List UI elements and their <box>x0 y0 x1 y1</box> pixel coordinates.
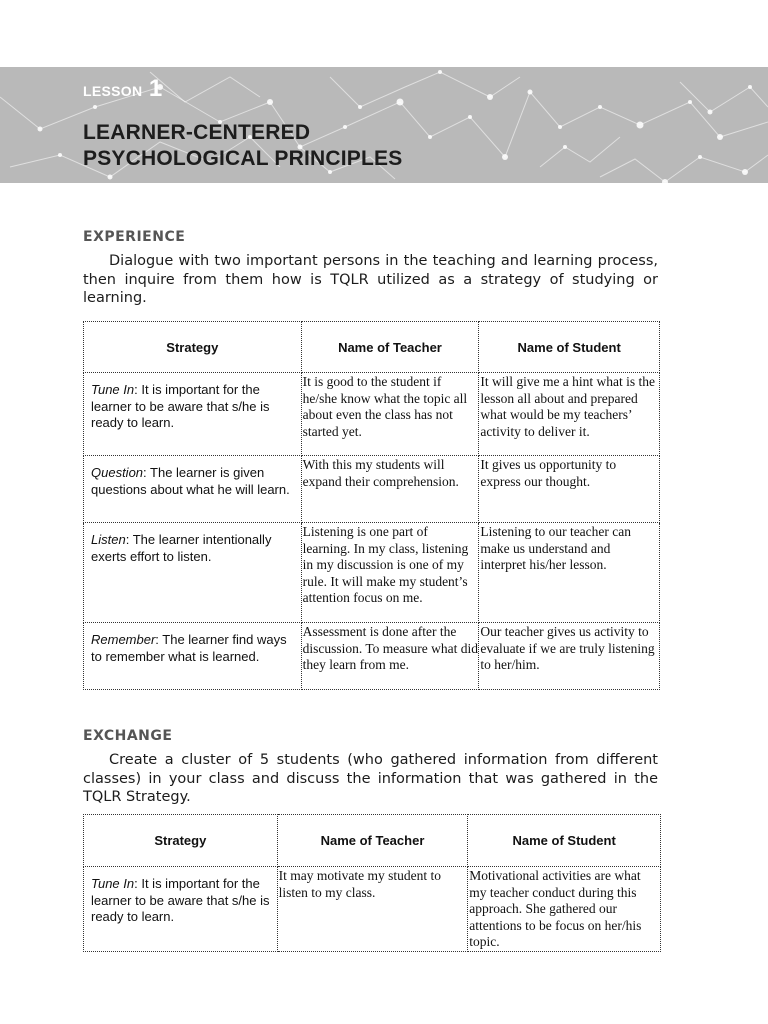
table-row <box>84 867 661 952</box>
strategy-cell <box>84 523 302 623</box>
teacher-answer: With this my students will expand their comprehension. <box>301 456 479 523</box>
lesson-title-line-1: LEARNER-CENTERED <box>83 121 311 144</box>
lesson-word: LESSON <box>83 83 143 99</box>
teacher-answer: It is good to the student if he/she know what the topic all about even the class has not started yet. <box>301 373 479 456</box>
strategy-cell <box>84 623 302 690</box>
strategy-desc: : The learner is given questions about what he will learn. <box>91 465 290 497</box>
header-teacher: Name of Teacher <box>301 322 479 373</box>
strategy-cell <box>84 456 302 523</box>
strategy-desc: : It is important for the learner to be aware that s/he is ready to learn. <box>91 876 270 924</box>
table-row <box>84 456 660 523</box>
exchange-table <box>83 814 661 952</box>
lesson-banner <box>0 67 768 183</box>
header-strategy: Strategy <box>84 815 278 867</box>
experience-paragraph: Dialogue with two important persons in the teaching and learning process, then inquire from them how is TQLR utilized as a strategy of studying or learning. <box>83 253 658 306</box>
strategy-term: Tune In <box>91 876 135 891</box>
teacher-answer: It may motivate my student to listen to my class. <box>277 867 468 952</box>
lesson-number: 1 <box>148 75 163 102</box>
exchange-paragraph: Create a cluster of 5 students (who gathered information from different classes) in your class and discuss the information that was gathered in the TQLR Strategy. <box>83 752 658 805</box>
exchange-heading <box>83 725 658 743</box>
student-answer: Listening to our teacher can make us understand and interpret his/her lesson. <box>479 523 660 623</box>
teacher-answer: Assessment is done after the discussion. To measure what did they learn from me. <box>301 623 479 690</box>
strategy-term: Question <box>91 465 144 480</box>
table-row <box>84 373 660 456</box>
table-header-row <box>84 322 660 373</box>
strategy-term: Tune In <box>91 382 135 397</box>
student-answer: It will give me a hint what is the lesson all about and prepared what would be my teachers’ activity to deliver it. <box>479 373 660 456</box>
table-row <box>84 523 660 623</box>
lesson-title-line-2: PSYCHOLOGICAL PRINCIPLES <box>83 147 403 170</box>
header-strategy: Strategy <box>84 322 302 373</box>
strategy-term: Listen <box>91 532 126 547</box>
exchange-heading-text: EXCHANGE <box>83 728 173 744</box>
strategy-cell <box>84 373 302 456</box>
student-answer: Our teacher gives us activity to evaluate if we are truly listening to her/him. <box>479 623 660 690</box>
header-teacher: Name of Teacher <box>277 815 468 867</box>
strategy-desc: : The learner intentionally exerts effort to listen. <box>91 532 272 564</box>
header-student: Name of Student <box>468 815 661 867</box>
strategy-term: Remember <box>91 632 156 647</box>
teacher-answer: Listening is one part of learning. In my class, listening in my discussion is one of my rule. It will make my student’s attention focus on me. <box>301 523 479 623</box>
experience-table <box>83 321 660 690</box>
strategy-desc: : It is important for the learner to be aware that s/he is ready to learn. <box>91 382 270 430</box>
experience-heading-text: EXPERIENCE <box>83 229 186 245</box>
lesson-label <box>83 75 162 103</box>
strategy-desc: : The learner find ways to remember what is learned. <box>91 632 287 664</box>
table-header-row <box>84 815 661 867</box>
student-answer: Motivational activities are what my teacher conduct during this approach. She gathered our attentions to be focus on her/his topic. <box>468 867 661 952</box>
header-student: Name of Student <box>479 322 660 373</box>
strategy-cell <box>84 867 278 952</box>
table-row <box>84 623 660 690</box>
student-answer: It gives us opportunity to express our thought. <box>479 456 660 523</box>
experience-heading <box>83 226 658 244</box>
